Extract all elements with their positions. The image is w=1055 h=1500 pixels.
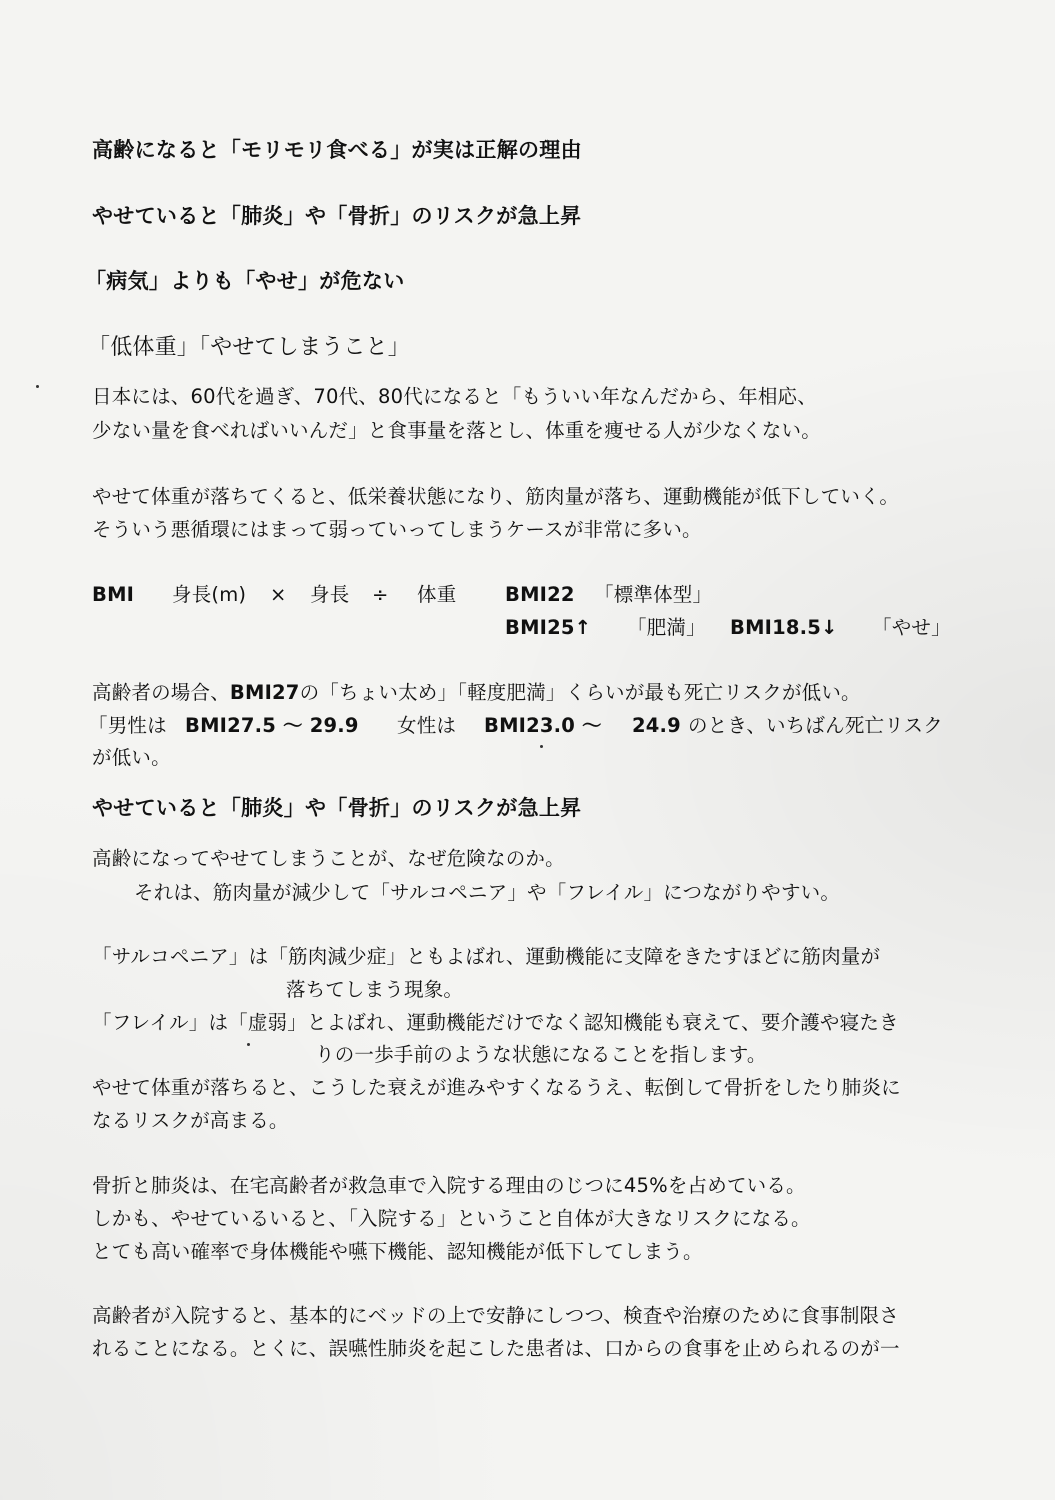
paragraph-line: やせて体重が落ちてくると、低栄養状態になり、筋肉量が落ち、運動機能が低下していく。	[92, 485, 900, 508]
heading-main: 高齢になると「モリモリ食べる」が実は正解の理由	[92, 138, 582, 162]
bmi-label: BMI	[92, 583, 135, 606]
text-run: のとき、いちばん死亡リスク	[688, 714, 943, 737]
paragraph-line: れることになる。とくに、誤嚥性肺炎を起こした患者は、口からの食事を止められるのが一	[92, 1337, 900, 1360]
paragraph-line: 「フレイル」は「虚弱」とよばれ、運動機能だけでなく認知機能も衰えて、要介護や寝たき	[92, 1011, 899, 1034]
text-run: 女性は	[397, 714, 457, 737]
paragraph-line: 少ない量を食べればいいんだ」と食事量を落とし、体重を痩せる人が少なくない。	[92, 419, 821, 442]
paragraph-line: しかも、やせているいると、「入院する」ということ自体が大きなリスクになる。	[92, 1207, 811, 1230]
paragraph-line: 落ちてしまう現象。	[286, 978, 464, 1001]
heading-risk: やせていると「肺炎」や「骨折」のリスクが急上昇	[92, 204, 582, 228]
bmi-thin-value: BMI18.5↓	[730, 616, 838, 639]
bmi-times-sign: ×	[270, 583, 287, 606]
text-run: 高齢者の場合、	[92, 681, 230, 704]
paragraph-line: やせて体重が落ちると、こうした衰えが進みやすくなるうえ、転倒して骨折をしたり肺炎に	[92, 1076, 901, 1099]
scan-speck	[247, 1043, 250, 1046]
text-run: の「ちょい太め」「軽度肥満」くらいが最も死亡リスクが低い。	[299, 681, 861, 704]
bmi-female-range-end: 24.9	[632, 714, 681, 737]
bmi-formula-height: 身長(m)	[172, 583, 247, 606]
paragraph-line: 骨折と肺炎は、在宅高齢者が救急車で入院する理由のじつに45%を占めている。	[92, 1174, 806, 1197]
bmi-divide-sign: ÷	[372, 583, 389, 606]
paragraph-line: りの一歩手前のような状態になることを指します。	[315, 1043, 767, 1066]
paragraph-line: が低い。	[92, 746, 171, 769]
paragraph-line: 日本には、60代を過ぎ、70代、80代になると「もういい年なんだから、年相応、	[92, 385, 817, 408]
paragraph-line: 高齢になってやせてしまうことが、なぜ危険なのか。	[92, 847, 565, 870]
bmi-female-range-start: BMI23.0 ～	[484, 714, 602, 737]
paragraph-line: それは、筋肉量が減少して「サルコペニア」や「フレイル」につながりやすい。	[134, 881, 841, 904]
bmi-obese-value: BMI25↑	[505, 616, 592, 639]
bmi-standard-value: BMI22	[505, 583, 575, 606]
bmi-formula-height2: 身長	[310, 583, 350, 606]
paragraph-line	[92, 680, 861, 706]
bmi-standard-label: 「標準体型」	[594, 583, 713, 606]
paragraph-line: なるリスクが高まる。	[92, 1109, 289, 1132]
paragraph-line: 「サルコペニア」は「筋肉減少症」ともよばれ、運動機能に支障をきたすほどに筋肉量が	[92, 945, 881, 968]
paragraph-line: そういう悪循環にはまって弱っていってしまうケースが非常に多い。	[92, 518, 702, 541]
subtitle: 「低体重」「やせてしまうこと」	[88, 335, 411, 360]
bmi-thin-label: 「やせ」	[872, 616, 951, 639]
paragraph-line: とても高い確率で身体機能や嚥下機能、認知機能が低下してしまう。	[92, 1240, 703, 1263]
bmi-male-range: BMI27.5 ～ 29.9	[185, 714, 359, 737]
heading-danger: 「病気」よりも「やせ」が危ない	[85, 269, 405, 293]
scan-speck	[36, 385, 39, 388]
paragraph-line: 高齢者が入院すると、基本的にベッドの上で安静にしつつ、検査や治療のために食事制限さ	[92, 1304, 899, 1327]
bmi-formula-weight: 体重	[417, 583, 457, 606]
heading-risk-repeat: やせていると「肺炎」や「骨折」のリスクが急上昇	[92, 796, 582, 820]
text-run: 「男性は	[88, 714, 167, 737]
bmi-elderly-value: BMI27	[229, 681, 300, 704]
scan-speck	[540, 745, 543, 748]
bmi-obese-label: 「肥満」	[627, 616, 706, 639]
